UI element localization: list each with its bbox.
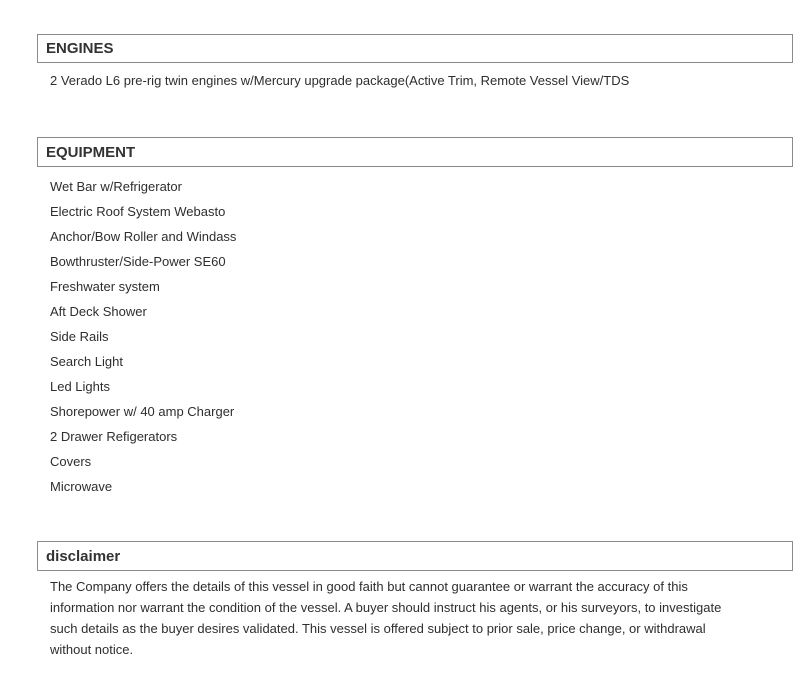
list-item: Wet Bar w/Refrigerator xyxy=(50,179,182,194)
list-item: Anchor/Bow Roller and Windass xyxy=(50,229,237,244)
disclaimer-line: information nor warrant the condition of the vessel. A buyer should instruct his agents, or his surveyors, to investigate xyxy=(50,600,722,615)
disclaimer-line: such details as the buyer desires validated. This vessel is offered subject to prior sale, price change, or withdrawal xyxy=(50,621,706,636)
equipment-heading-label: EQUIPMENT xyxy=(46,143,136,161)
list-item: 2 Drawer Refigerators xyxy=(50,429,178,444)
list-item: Microwave xyxy=(50,479,113,494)
disclaimer-heading-label: disclaimer xyxy=(46,547,121,565)
disclaimer-body xyxy=(50,576,790,660)
engines-description: 2 Verado L6 pre-rig twin engines w/Mercury upgrade package(Active Trim, Remote Vessel View/TDS xyxy=(50,73,630,88)
list-item: Bowthruster/Side-Power SE60 xyxy=(50,254,226,269)
disclaimer-line: without notice. xyxy=(50,642,134,657)
disclaimer-line: The Company offers the details of this vessel in good faith but cannot guarantee or warrant the accuracy of this xyxy=(50,579,688,594)
list-item: Side Rails xyxy=(50,329,109,344)
list-item: Covers xyxy=(50,454,92,469)
equipment-list xyxy=(50,176,236,501)
list-item: Aft Deck Shower xyxy=(50,304,147,319)
list-item: Shorepower w/ 40 amp Charger xyxy=(50,404,235,419)
list-item: Led Lights xyxy=(50,379,110,394)
engines-heading-label: ENGINES xyxy=(46,40,114,57)
list-item: Electric Roof System Webasto xyxy=(50,204,226,219)
disclaimer-heading xyxy=(37,541,793,571)
list-item: Freshwater system xyxy=(50,279,160,294)
equipment-heading xyxy=(37,137,793,167)
engines-heading xyxy=(37,34,793,63)
list-item: Search Light xyxy=(50,354,123,369)
